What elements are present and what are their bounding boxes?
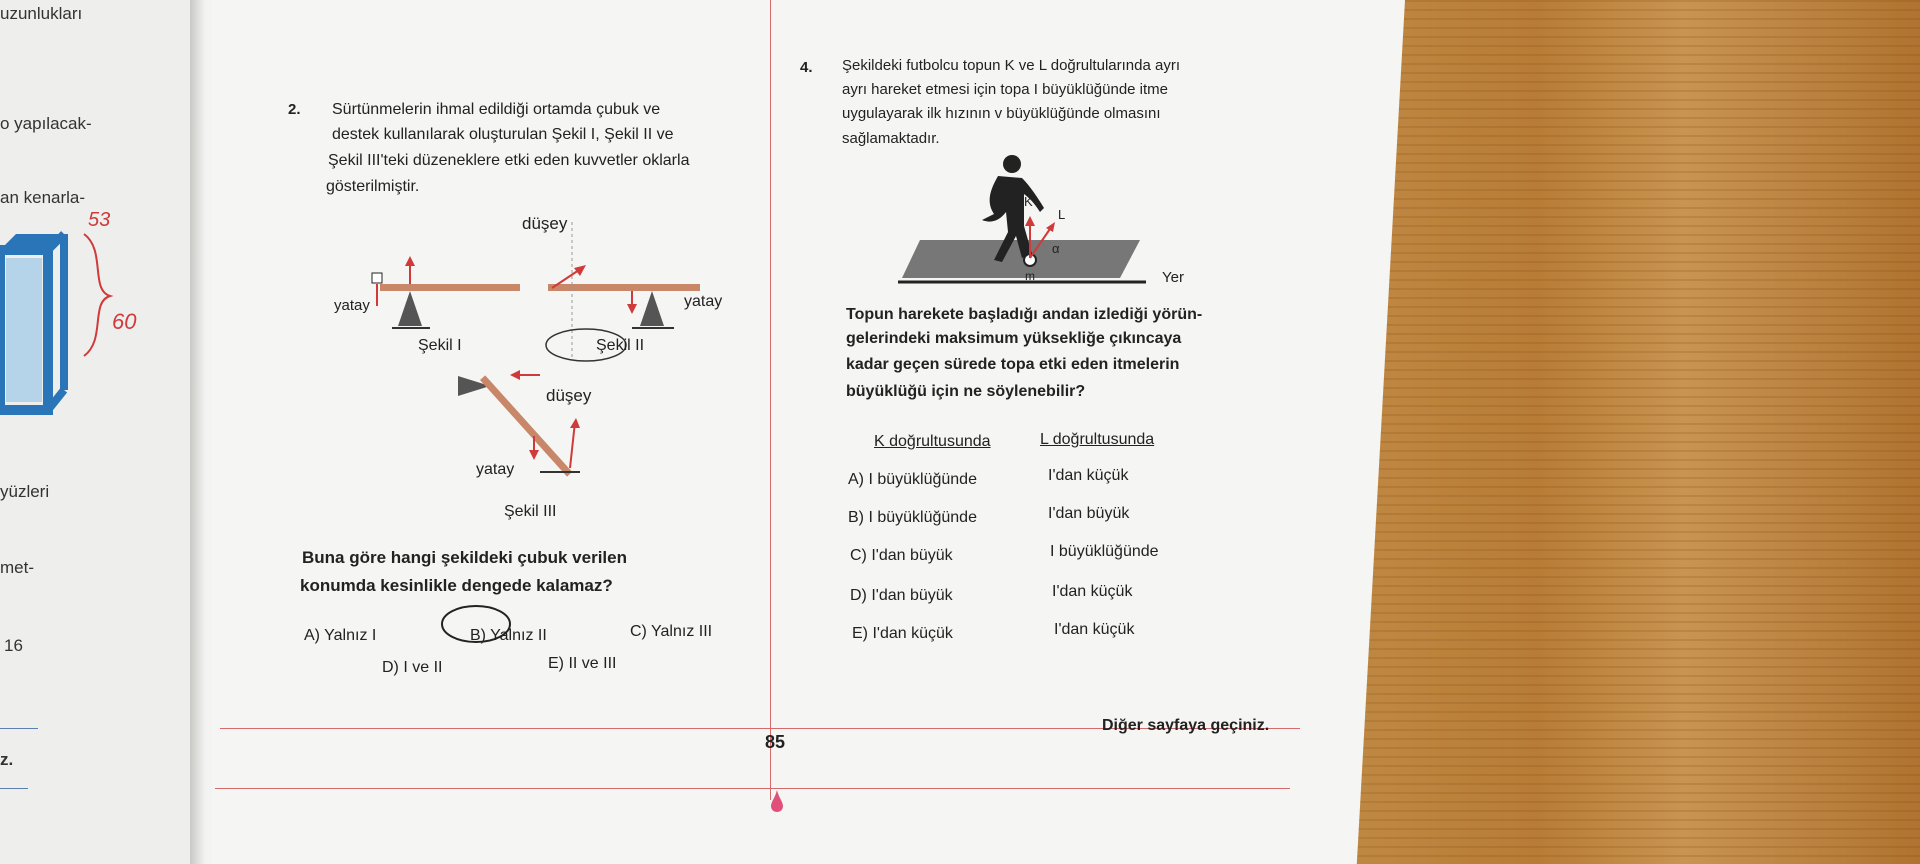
cube-figure: [0, 240, 70, 430]
q2-choice-c[interactable]: C) Yalnız III: [630, 623, 713, 640]
q4-label-ground: Yer: [1162, 269, 1184, 286]
column-divider: [770, 0, 771, 800]
q4-option-d-k[interactable]: D) I'dan büyük: [850, 587, 953, 604]
q4-figure: [890, 150, 1190, 290]
q4-option-a-l: I'dan küçük: [1048, 467, 1129, 484]
q4-option-c-l: I büyüklüğünde: [1050, 543, 1159, 560]
left-fragment-5: met-: [0, 558, 34, 577]
q2-stem-line-4: gösterilmiştir.: [326, 178, 420, 195]
next-page-note: Diğer sayfaya geçiniz.: [1102, 717, 1270, 734]
book-gutter: [190, 0, 212, 864]
q4-question-line-4: büyüklüğü için ne söylenebilir?: [846, 383, 1086, 400]
handwriting-note-2: 60: [112, 309, 137, 334]
q4-question-line-3: kadar geçen sürede topa etki eden itmelerin: [846, 356, 1180, 373]
left-fragment-3: an kenarla-: [0, 188, 86, 207]
q4-column-k: K doğrultusunda: [874, 433, 991, 450]
answer-circle: [440, 604, 520, 654]
q4-label-k: K: [1024, 194, 1033, 209]
q4-stem-line-4: sağlamaktadır.: [842, 130, 940, 147]
q2-label-dusey-mid: düşey: [546, 386, 592, 405]
q2-number: 2.: [288, 101, 301, 118]
q4-stem-line-1: Şekildeki futbolcu topun K ve L doğrultularında ayrı: [842, 57, 1180, 74]
q4-stem-line-3: uygulayarak ilk hızının v büyüklüğünde olmasını: [842, 105, 1161, 122]
q4-option-b-l: I'dan büyük: [1048, 505, 1130, 522]
q2-stem-line-2: destek kullanılarak oluşturulan Şekil I, Şekil II ve: [332, 126, 674, 143]
q4-label-m: m: [1025, 269, 1035, 283]
q2-choice-d[interactable]: D) I ve II: [382, 659, 443, 676]
page-number: 85: [765, 732, 786, 752]
q4-option-e-l: I'dan küçük: [1054, 621, 1135, 638]
left-rule-1: [0, 728, 38, 729]
q2-choice-e[interactable]: E) II ve III: [548, 655, 617, 672]
q4-label-l: L: [1058, 207, 1066, 222]
q4-question-line-2: gelerindeki maksimum yüksekliğe çıkıncaya: [846, 330, 1182, 347]
q2-label-sekil-2: Şekil II: [596, 337, 645, 354]
q2-question-line-2: konumda kesinlikle dengede kalamaz?: [300, 576, 613, 595]
footer-rule-bottom: [215, 788, 1290, 789]
ink-drop: [770, 790, 784, 812]
q2-stem-line-3: Şekil III'teki düzeneklere etki eden kuvvetler oklarla: [328, 152, 690, 169]
q2-choice-b[interactable]: B) Yalnız II: [470, 627, 547, 644]
q2-choice-a[interactable]: A) Yalnız I: [304, 627, 377, 644]
q2-figure: [330, 210, 750, 540]
q2-label-yatay-left: yatay: [334, 297, 370, 314]
q2-stem-line-1: Sürtünmelerin ihmal edildiği ortamda çubuk ve: [332, 101, 661, 118]
q4-option-d-l: I'dan küçük: [1052, 583, 1133, 600]
q2-label-sekil-1: Şekil I: [418, 337, 462, 354]
q4-label-alpha: α: [1052, 241, 1060, 256]
handwriting-note-1: 53: [88, 209, 111, 231]
q2-label-sekil-3: Şekil III: [504, 503, 557, 520]
q4-column-l: L doğrultusunda: [1040, 431, 1155, 448]
left-fragment-4: yüzleri: [0, 482, 50, 501]
q4-option-b-k[interactable]: B) I büyüklüğünde: [848, 509, 977, 526]
q4-question-line-1: Topun harekete başladığı andan izlediği yörün-: [846, 306, 1203, 323]
q4-number: 4.: [800, 59, 813, 76]
left-rule-2: [0, 788, 28, 789]
wooden-table: [1330, 0, 1920, 864]
q4-option-a-k[interactable]: A) I büyüklüğünde: [848, 471, 977, 488]
q2-label-dusey-top: düşey: [522, 214, 568, 233]
handwriting-brace: [80, 230, 120, 360]
left-fragment-7: z.: [0, 750, 14, 769]
q2-label-yatay-mid: yatay: [476, 461, 515, 478]
q4-stem-line-2: ayrı hareket etmesi için topa I büyüklüğünde itme: [842, 81, 1169, 98]
q4-option-e-k[interactable]: E) I'dan küçük: [852, 625, 953, 642]
q4-option-c-k[interactable]: C) I'dan büyük: [850, 547, 953, 564]
left-fragment-1: uzunlukları: [0, 4, 83, 23]
q2-question-line-1: Buna göre hangi şekildeki çubuk verilen: [302, 548, 627, 567]
left-fragment-2: o yapılacak-: [0, 114, 92, 133]
left-fragment-6: 16: [4, 636, 23, 655]
q2-label-yatay-right: yatay: [684, 293, 723, 310]
